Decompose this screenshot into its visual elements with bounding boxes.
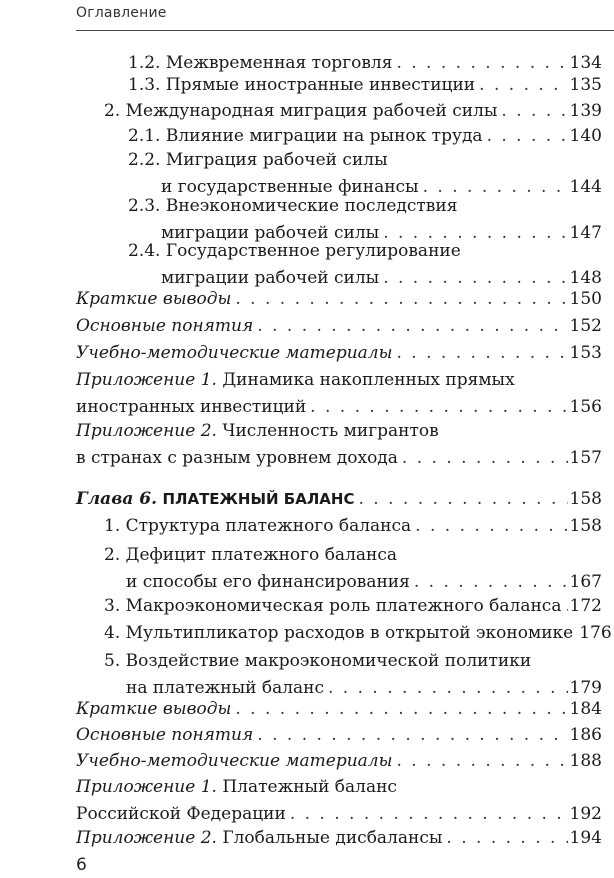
toc-entry-label-cont: Российской Федерации bbox=[76, 804, 286, 824]
toc-page-number: 172 bbox=[569, 596, 602, 616]
toc-page-number: 148 bbox=[569, 268, 602, 288]
toc-page-number: 158 bbox=[569, 516, 602, 536]
chapter-title: ПЛАТЕЖНЫЙ БАЛАНС bbox=[162, 490, 355, 508]
leader-dots bbox=[358, 486, 567, 513]
appendix-prefix: Приложение 1. bbox=[76, 370, 217, 390]
toc-entry-label: 3. Макроэкономическая роль платежного баланса bbox=[104, 596, 562, 616]
toc-page-number: 152 bbox=[569, 316, 602, 336]
toc-entry-label: Основные понятия bbox=[76, 316, 254, 336]
toc-entry-label: 1.2. Межвременная торговля bbox=[128, 53, 393, 73]
toc-page-number: 153 bbox=[569, 343, 602, 363]
leader-dots bbox=[414, 569, 568, 596]
toc-entry bbox=[104, 620, 612, 647]
toc-page-number: 194 bbox=[569, 828, 602, 848]
toc-entry bbox=[76, 367, 602, 421]
leader-dots bbox=[487, 123, 568, 150]
leader-dots bbox=[565, 593, 567, 620]
toc-entry bbox=[76, 340, 602, 367]
toc-entry-label: 2.3. Внеэкономические последствия bbox=[128, 196, 458, 216]
toc-entry-label: Динамика накопленных прямых bbox=[216, 370, 515, 390]
toc-entry-label: 2. Международная миграция рабочей силы bbox=[104, 101, 498, 121]
toc-page-number: 186 bbox=[569, 725, 602, 745]
leader-dots bbox=[235, 286, 567, 313]
toc-entry-label: 1.3. Прямые иностранные инвестиции bbox=[128, 75, 476, 95]
leader-dots bbox=[501, 98, 567, 125]
toc-entry bbox=[76, 696, 602, 723]
leader-dots bbox=[396, 748, 567, 775]
leader-dots bbox=[257, 722, 567, 749]
leader-dots bbox=[235, 696, 567, 723]
toc-entry-label: Учебно-методические материалы bbox=[76, 343, 393, 363]
toc-page-number: 134 bbox=[569, 53, 602, 73]
appendix-prefix: Приложение 2. bbox=[76, 828, 217, 848]
toc-entry-label: Глобальные дисбалансы bbox=[216, 828, 443, 848]
toc-entry-label: Основные понятия bbox=[76, 725, 254, 745]
toc-entry bbox=[76, 774, 602, 828]
appendix-prefix: Приложение 2. bbox=[76, 421, 217, 441]
toc-page-number: 139 bbox=[569, 101, 602, 121]
leader-dots bbox=[415, 513, 567, 540]
chapter-entry bbox=[76, 486, 602, 513]
toc-entry-label: Численность мигрантов bbox=[216, 421, 439, 441]
toc-page-number: 140 bbox=[569, 126, 602, 146]
toc-entry-label: 2.4. Государственное регулирование bbox=[128, 241, 461, 261]
toc-page-number: 156 bbox=[569, 397, 602, 417]
toc-entry bbox=[104, 542, 602, 596]
toc-entry bbox=[128, 72, 602, 99]
toc-entry-label-cont: и способы его финансирования bbox=[126, 572, 410, 592]
toc-entry bbox=[76, 722, 602, 749]
toc-page-number: 167 bbox=[569, 572, 602, 592]
toc-entry bbox=[104, 513, 602, 540]
toc-entry-label-cont: иностранных инвестиций bbox=[76, 397, 307, 417]
toc-page-number: 147 bbox=[569, 223, 602, 243]
toc-entry bbox=[76, 825, 602, 852]
toc-entry-label: Учебно-методические материалы bbox=[76, 751, 393, 771]
running-header bbox=[76, 4, 614, 31]
toc-page-number: 135 bbox=[569, 75, 602, 95]
toc-entry-label-cont: и государственные финансы bbox=[161, 177, 419, 197]
toc-entry bbox=[104, 593, 602, 620]
leader-dots bbox=[396, 340, 567, 367]
leader-dots bbox=[310, 394, 567, 421]
toc-entry bbox=[76, 286, 602, 313]
toc-page-number: 192 bbox=[569, 804, 602, 824]
toc-page-number: 157 bbox=[569, 448, 602, 468]
toc-entry-label-cont: на платежный баланс bbox=[126, 678, 324, 698]
leader-dots bbox=[402, 445, 568, 472]
toc-page-number: 188 bbox=[569, 751, 602, 771]
toc-entry-label-cont: миграции рабочей силы bbox=[161, 223, 380, 243]
toc-entry bbox=[76, 748, 602, 775]
toc-page-number: 184 bbox=[569, 699, 602, 719]
toc-entry bbox=[76, 418, 602, 472]
toc-entry-label: 2. Дефицит платежного баланса bbox=[104, 545, 397, 565]
toc-entry bbox=[104, 98, 602, 125]
toc-entry bbox=[128, 123, 602, 150]
toc-page-number: 179 bbox=[569, 678, 602, 698]
toc-entry-label: 5. Воздействие макроэкономической политики bbox=[104, 651, 532, 671]
toc-page-number: 150 bbox=[569, 289, 602, 309]
toc-page-number: 144 bbox=[569, 177, 602, 197]
leader-dots bbox=[257, 313, 567, 340]
toc-page-number: 176 bbox=[579, 623, 612, 643]
leader-dots bbox=[290, 801, 568, 828]
toc-entry-label: 4. Мультипликатор расходов в открытой экономике bbox=[104, 623, 574, 643]
leader-dots bbox=[446, 825, 567, 852]
leader-dots bbox=[479, 72, 567, 99]
toc-entry-label: 2.2. Миграция рабочей силы bbox=[128, 150, 388, 170]
toc-entry-label: Платежный баланс bbox=[216, 777, 397, 797]
toc-entry bbox=[76, 313, 602, 340]
header-title: Оглавление bbox=[76, 5, 167, 21]
toc-entry-label: 2.1. Влияние миграции на рынок труда bbox=[128, 126, 483, 146]
page-number: 6 bbox=[76, 855, 87, 875]
appendix-prefix: Приложение 1. bbox=[76, 777, 217, 797]
toc-entry-label: Краткие выводы bbox=[76, 289, 232, 309]
toc-entry bbox=[104, 648, 602, 702]
toc-entry-label: 1. Структура платежного баланса bbox=[104, 516, 412, 536]
chapter-prefix: Глава 6. bbox=[76, 489, 158, 509]
toc-entry-label-cont: миграции рабочей силы bbox=[161, 268, 380, 288]
toc-entry-label: Краткие выводы bbox=[76, 699, 232, 719]
toc-entry bbox=[128, 238, 602, 292]
toc-page-number: 158 bbox=[569, 489, 602, 509]
toc-entry-label-cont: в странах с разным уровнем дохода bbox=[76, 448, 398, 468]
